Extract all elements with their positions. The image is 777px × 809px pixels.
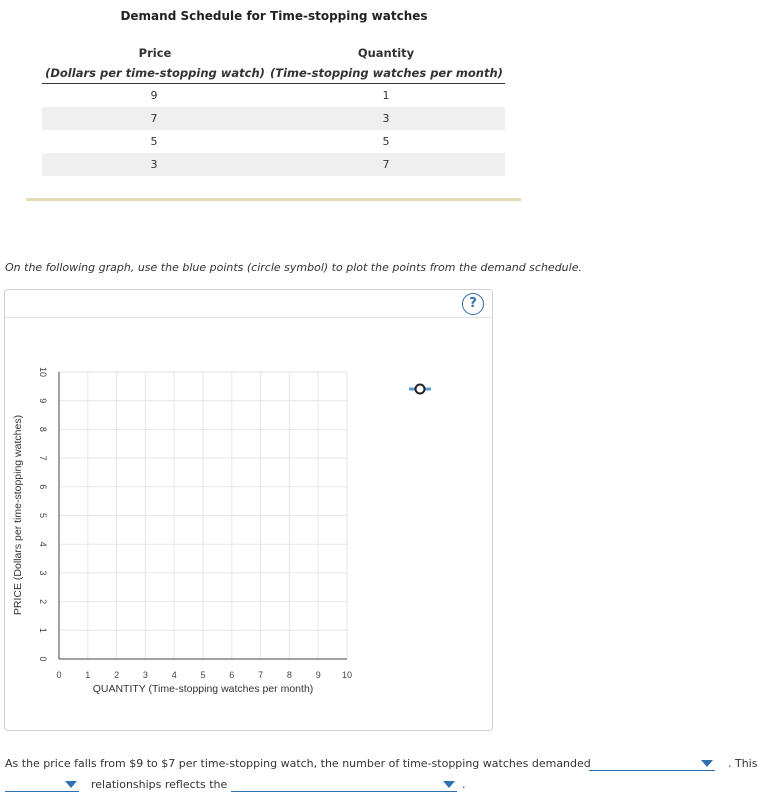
chart-grid bbox=[59, 372, 347, 659]
table-underline bbox=[26, 198, 521, 201]
x-tick-label: 10 bbox=[341, 670, 353, 680]
quantity-cell: 7 bbox=[382, 158, 390, 171]
quantity-cell: 3 bbox=[382, 112, 390, 125]
price-cell: 3 bbox=[150, 158, 158, 171]
price-cell: 5 bbox=[150, 135, 158, 148]
y-tick-label: 2 bbox=[38, 599, 48, 605]
table-row bbox=[42, 130, 505, 153]
x-tick-label: 4 bbox=[171, 670, 177, 680]
x-tick-labels bbox=[56, 670, 352, 680]
x-tick-label: 5 bbox=[200, 670, 206, 680]
x-axis-label: QUANTITY (Time-stopping watches per month) bbox=[92, 683, 314, 695]
y-axis-label: PRICE (Dollars per time-stopping watches) bbox=[12, 414, 24, 616]
demanded-change-dropdown[interactable] bbox=[589, 757, 715, 771]
price-subheader: (Dollars per time-stopping watch) bbox=[45, 66, 265, 80]
quantity-cell: 1 bbox=[382, 89, 390, 102]
demand-chart[interactable] bbox=[0, 318, 492, 718]
x-tick-label: 0 bbox=[56, 670, 62, 680]
y-tick-label: 10 bbox=[38, 366, 48, 378]
quantity-subheader: (Time-stopping watches per month) bbox=[270, 66, 503, 80]
table-title: Demand Schedule for Time-stopping watches bbox=[120, 9, 428, 23]
y-tick-label: 8 bbox=[38, 426, 48, 432]
x-tick-label: 2 bbox=[114, 670, 120, 680]
quantity-header: Quantity bbox=[357, 46, 415, 60]
x-tick-label: 8 bbox=[286, 670, 292, 680]
question-text-part1: As the price falls from $9 to $7 per time-stopping watch, the number of time-stopping watches demanded bbox=[5, 757, 591, 770]
table-row bbox=[42, 107, 505, 130]
x-tick-label: 6 bbox=[229, 670, 235, 680]
chevron-down-icon bbox=[701, 760, 713, 767]
question-text-part2: relationships reflects the bbox=[91, 778, 228, 791]
y-tick-label: 9 bbox=[38, 398, 48, 404]
y-tick-label: 7 bbox=[38, 455, 48, 461]
x-tick-label: 7 bbox=[258, 670, 264, 680]
y-tick-label: 0 bbox=[38, 656, 48, 662]
question-text-part2-end: . bbox=[462, 778, 466, 791]
y-tick-labels bbox=[38, 367, 48, 662]
chevron-down-icon bbox=[443, 781, 455, 788]
chevron-down-icon bbox=[65, 781, 77, 788]
price-header: Price bbox=[138, 46, 172, 60]
y-tick-label: 4 bbox=[38, 541, 48, 547]
relationship-type-dropdown[interactable] bbox=[5, 778, 79, 792]
y-tick-label: 3 bbox=[38, 570, 48, 576]
instructions-text: On the following graph, use the blue points (circle symbol) to plot the points from the demand schedule. bbox=[5, 261, 582, 274]
y-tick-label: 5 bbox=[38, 512, 48, 519]
quantity-cell: 5 bbox=[382, 135, 390, 148]
y-tick-label: 6 bbox=[38, 484, 48, 490]
table-row bbox=[42, 153, 505, 176]
question-text-part1-end: . This bbox=[728, 757, 758, 770]
price-cell: 9 bbox=[150, 89, 158, 102]
x-tick-label: 3 bbox=[142, 670, 148, 680]
x-tick-label: 1 bbox=[85, 670, 91, 680]
law-dropdown[interactable] bbox=[231, 778, 457, 792]
x-tick-label: 9 bbox=[315, 670, 321, 680]
circle-point-icon[interactable] bbox=[416, 385, 425, 394]
y-tick-label: 1 bbox=[38, 627, 48, 633]
help-button[interactable]: ? bbox=[462, 293, 484, 315]
blue-point-tool[interactable] bbox=[409, 385, 431, 394]
price-cell: 7 bbox=[150, 112, 158, 125]
table-row bbox=[42, 84, 505, 107]
